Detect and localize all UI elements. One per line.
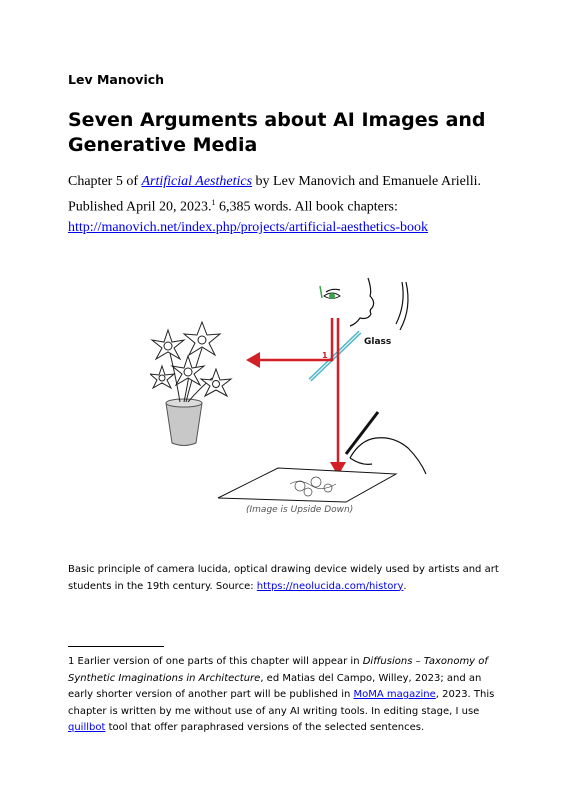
caption-text: Basic principle of camera lucida, optical drawing device widely used by artists and art students in the 19th century. Source: — [68, 564, 499, 592]
drawing-paper — [218, 468, 396, 502]
glass-label: Glass — [364, 337, 392, 347]
moma-magazine-link[interactable]: MoMA magazine — [353, 689, 436, 700]
camera-lucida-figure — [150, 268, 440, 520]
book-title-link[interactable]: Artificial Aesthetics — [141, 174, 253, 189]
drawing-hand-icon — [346, 412, 426, 474]
footnote-text-1: Earlier version of one parts of this chapter will appear in — [74, 656, 363, 667]
source-link[interactable]: https://neolucida.com/history — [256, 580, 404, 592]
eye-icon — [320, 286, 340, 299]
upside-down-label: (Image is Upside Down) — [246, 505, 354, 515]
flower-pot-icon — [166, 399, 202, 446]
footnote-mark: 1 — [68, 656, 75, 667]
footnote — [68, 654, 508, 737]
left-arrowhead — [246, 352, 260, 368]
intro-prefix: Chapter 5 of — [68, 174, 142, 189]
camera-lucida-diagram — [150, 268, 440, 520]
flowers-icon — [150, 322, 231, 402]
author-name: Lev Manovich — [68, 72, 165, 87]
figure-caption — [68, 562, 508, 595]
intro-word-count: 6,385 words. All book chapters: — [215, 199, 398, 215]
intro-paragraph — [68, 172, 508, 238]
footnote-italic-title: Diffusions – Taxonomy of Synthetic Imaginations in Architecture — [68, 656, 488, 684]
footnote-ref[interactable]: 1 — [211, 197, 216, 207]
intro-middle: by Lev Manovich and Emanuele Arielli. Published April 20, 2023. — [68, 174, 482, 215]
footnote-text-3: , 2023. This chapter is written by me without use of any AI writing tools. In editing stage, I use — [68, 689, 495, 717]
footnote-text-4: tool that offer paraphrased versions of the selected sentences. — [105, 722, 425, 733]
footnote-divider — [68, 646, 164, 647]
footnote-text-2: , ed Matias del Campo, Willey, 2023; and an early shorter version of another part will be published in — [68, 672, 482, 700]
quillbot-link[interactable]: quillbot — [68, 722, 106, 733]
glass-plate — [310, 332, 360, 380]
reflected-ray — [252, 318, 332, 360]
caption-end: . — [403, 580, 407, 592]
chapters-link[interactable]: http://manovich.net/index.php/projects/artificial-aesthetics-book — [68, 219, 429, 235]
angle-label: 1 — [322, 351, 328, 360]
chapter-title: Seven Arguments about AI Images and Generative Media — [68, 109, 486, 156]
light-rays — [252, 318, 338, 468]
